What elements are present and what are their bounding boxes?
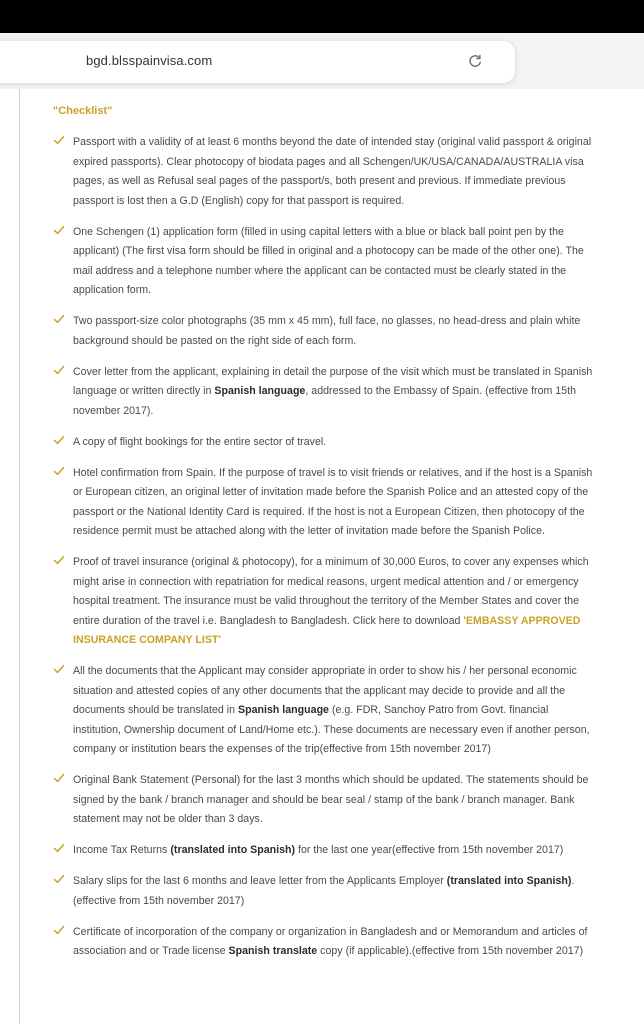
list-item	[53, 464, 593, 542]
check-icon	[53, 842, 65, 854]
check-icon	[53, 873, 65, 885]
text-segment: Income Tax Returns	[73, 844, 171, 856]
text-segment: Hotel confirmation from Spain. If the purpose of travel is to visit friends or relatives, and if the host is a Spanish or European citizen, an original letter of invitation made before the Spanish Police and an attested copy of the passport or the National Identity Card is required. If the host is not a European Citizen, then photocopy of the residence permit must be attached along with the letter of invitation made before the Spanish Police.	[73, 466, 593, 537]
text-segment: Two passport-size color photographs (35 mm x 45 mm), full face, no glasses, no head-dress and plain white background should be pasted on the right side of each form.	[73, 315, 581, 347]
bold-text: Spanish translate	[228, 945, 318, 957]
list-item	[53, 553, 593, 651]
check-icon	[53, 364, 65, 376]
check-icon	[53, 313, 65, 325]
check-icon	[53, 772, 65, 784]
browser-toolbar	[0, 33, 644, 89]
list-item-text	[73, 223, 593, 301]
list-item	[53, 433, 593, 453]
text-segment: All the documents that the Applicant may consider appropriate in order to show his / her personal economic situation and attested copies of any other documents that the applicant may decide to provide and all the documents should be translated in	[73, 665, 577, 716]
list-item-text	[73, 872, 593, 911]
list-item-text	[73, 433, 593, 453]
address-bar[interactable]	[0, 41, 515, 83]
status-bar	[0, 0, 644, 33]
insurance-list-link[interactable]: 'EMBASSY APPROVED INSURANCE COMPANY LIST'	[73, 614, 581, 646]
list-item-text	[73, 133, 593, 211]
text-segment: Cover letter from the applicant, explaining in detail the purpose of the visit which must be translated in Spanish language or written directly in	[73, 365, 593, 397]
list-item-text	[73, 464, 593, 542]
text-segment: copy (if applicable).(effective from 15th november 2017)	[317, 945, 584, 957]
list-item	[53, 923, 593, 962]
check-icon	[53, 224, 65, 236]
list-item-text	[73, 553, 593, 651]
url-text[interactable]: bgd.blsspainvisa.com	[86, 53, 213, 68]
text-segment: Original Bank Statement (Personal) for the last 3 months which should be updated. The statements should be signed by the bank / branch manager and should be bear seal / stamp of the bank / branch manager. Bank statement may not be older than 3 days.	[73, 774, 589, 825]
text-segment: .(effective from 15th november 2017)	[73, 875, 575, 907]
text-segment: Proof of travel insurance (original & photocopy), for a minimum of 30,000 Euros, to cover any expenses which might arise in connection with repatriation for medical reasons, urgent medical attention and / or emergency hospital treatment. The insurance must be valid throughout the territory of the Member States and cover the entire duration of the travel i.e. Bangladesh to Bangladesh. Click here to download	[73, 556, 589, 627]
content-border	[19, 89, 20, 1024]
list-item	[53, 363, 593, 422]
list-item-text	[73, 841, 593, 861]
list-item	[53, 133, 593, 211]
check-icon	[53, 924, 65, 936]
page-content	[0, 89, 644, 1024]
list-item	[53, 771, 593, 830]
bold-text: Spanish language	[214, 385, 306, 397]
check-icon	[53, 465, 65, 477]
reload-icon[interactable]	[467, 53, 483, 69]
text-segment: Certificate of incorporation of the company or organization in Bangladesh and or Memorandum and articles of association and or Trade license	[73, 925, 588, 957]
text-segment: Salary slips for the last 6 months and leave letter from the Applicants Employer	[73, 875, 447, 887]
check-icon	[53, 663, 65, 675]
check-icon	[53, 134, 65, 146]
list-item-text	[73, 312, 593, 351]
list-item-text	[73, 771, 593, 830]
list-item-text	[73, 923, 593, 962]
list-item	[53, 223, 593, 301]
check-icon	[53, 554, 65, 566]
text-segment: Passport with a validity of at least 6 months beyond the date of intended stay (original valid passport & original expired passports). Clear photocopy of biodata pages and all Schengen/UK/USA/CANADA/AUSTRALIA visa pages, as well as Refusal seal pages of the passport/s, both present and previous. If immediate previous passport is lost then a G.D (English) copy for that passport is required.	[73, 136, 592, 207]
text-segment: for the last one year(effective from 15th november 2017)	[295, 844, 564, 856]
bold-text: Spanish language	[238, 704, 329, 716]
list-item	[53, 662, 593, 760]
list-item-text	[73, 363, 593, 422]
bold-text: (translated into Spanish)	[170, 844, 296, 856]
checklist-title: "Checklist"	[53, 105, 113, 117]
text-segment: , addressed to the Embassy of Spain. (effective from 15th november 2017).	[73, 385, 576, 417]
text-segment: (e.g. FDR, Sanchoy Patro from Govt. financial institution, Ownership document of Land/Home etc.). These documents are necessary even if another person, company or institution bears the expenses of the trip(effective from 15th november 2017)	[73, 704, 590, 755]
list-item	[53, 841, 593, 861]
list-item	[53, 312, 593, 351]
checklist	[53, 133, 593, 973]
list-item	[53, 872, 593, 911]
check-icon	[53, 434, 65, 446]
text-segment: One Schengen (1) application form (filled in using capital letters with a blue or black ball point pen by the applicant) (The first visa form should be filled in original and a photocopy can be made of the other one). The mail address and a telephone number where the applicant can be contacted must be clearly stated in the application form.	[73, 225, 584, 296]
list-item-text	[73, 662, 593, 760]
text-segment: A copy of flight bookings for the entire sector of travel.	[73, 435, 327, 448]
bold-text: (translated into Spanish)	[446, 875, 572, 887]
